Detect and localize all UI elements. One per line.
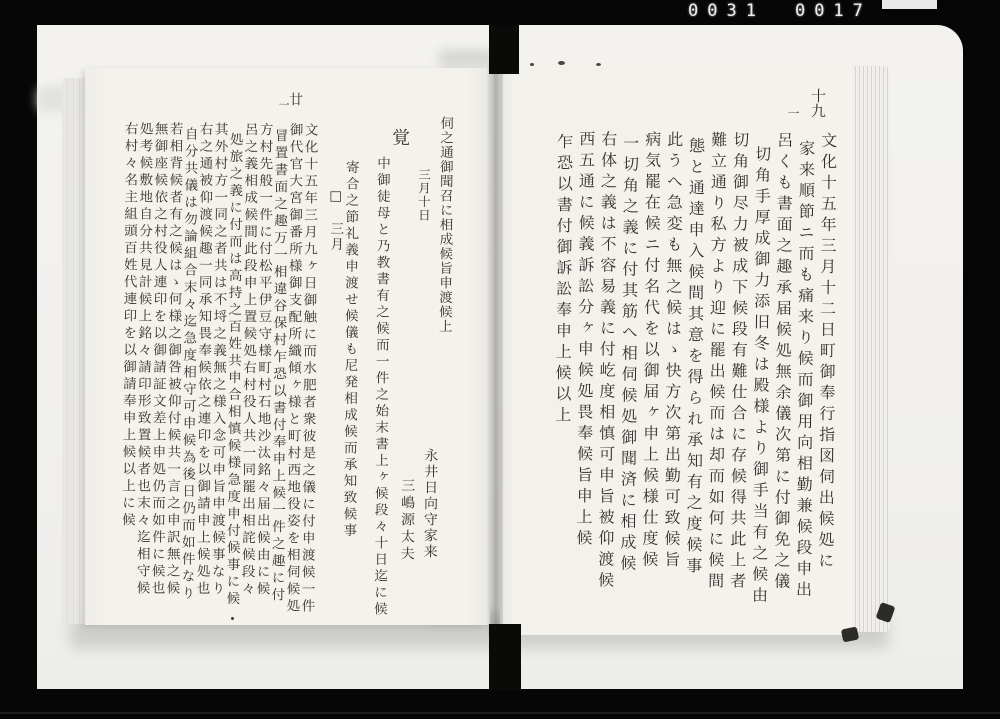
text-column: 無御座候依之村役人連印を以御請証文差上申処仍而如件に候也 xyxy=(148,121,168,598)
text-column: 文化十五年三月十二日町御奉行指図伺出候処に xyxy=(815,131,838,574)
month-note: □ 三月 xyxy=(327,187,344,253)
folio-tick-right: 一 xyxy=(785,106,801,120)
text-column: 呂之義相成候間此段申上置候処右村役人共一同罷出相詫候段々 xyxy=(238,122,258,599)
page-edge-speck xyxy=(530,63,534,66)
text-column: 方村先般一件に付松平伊豆守様町村石地沙汰銘々届出候由に候 xyxy=(253,122,273,599)
right-page-text-block xyxy=(540,130,836,644)
spine-gap xyxy=(487,63,503,635)
text-column: 若相背候者有之候はゝ何様之御咎被仰付候共一言之申訳無之候 xyxy=(163,121,183,598)
page-edge-speck xyxy=(558,61,565,65)
folio-number-right: 十九 xyxy=(808,87,828,119)
binding-strap-bottom xyxy=(489,624,521,690)
film-edge-line xyxy=(0,712,1000,714)
ink-dot xyxy=(231,617,234,620)
text-column: 難立通り私方より迎に罷出候而は却而如何に候間 xyxy=(705,131,728,594)
fore-edge-page-stack xyxy=(852,66,890,632)
film-edge-notch xyxy=(882,0,937,9)
text-column: 御代官大宮御番所様御支配所織傾ヶ様と町村西地役姿を相伺候処 xyxy=(283,122,303,616)
page-edge-speck xyxy=(596,63,601,66)
reply-date: 三月十日 xyxy=(416,167,432,223)
text-column: 呂くも書面之趣承届候処無余儀次第に付御免之儀 xyxy=(771,131,794,594)
signature-line-2: 三嶋源太夫 xyxy=(398,477,416,564)
left-page-text-block xyxy=(115,121,318,622)
text-column: 処考候敷地自分共見計候上銘々請印形致置候者也末々迄相守候 xyxy=(133,121,153,598)
memo-column-1: 中御徒母と乃教書有之候而一件之始末書上ヶ候段々十日迄に候 xyxy=(370,155,391,619)
text-column: 右之通被仰渡候趣一同承知畏奉候依之連印を以御請申上候処也 xyxy=(193,121,213,598)
text-column: 病気罷在候ニ付名代を以御届ヶ申上候様仕度候 xyxy=(639,130,662,572)
text-column: 冒置書面之趣万一相違谷保村乍恐以書付奉申上候一件之趣に付 xyxy=(268,128,288,605)
left-page xyxy=(85,68,490,625)
text-column: 一切角之義に付其筋へ相伺候処御聞済に相成候 xyxy=(617,134,640,576)
right-page xyxy=(500,63,856,635)
reply-note-column: 伺之通御聞召に相成候旨申渡候上 xyxy=(435,115,454,334)
text-column: 家来順節ニ而も痛来り候而御用向相勤兼候段申出 xyxy=(793,139,816,602)
text-column: 文化十五年三月九ヶ日御触に而水肥者衆彼是之儀に付申渡候一件 xyxy=(298,122,318,616)
frame-counter-frame: 0017 xyxy=(794,1,872,21)
text-column: 切角手厚成御力添旧冬は殿様より御手当有之候由 xyxy=(749,145,772,608)
memo-column-2: 寄合之節礼義申渡せ候儀も尼発相成候而承知致候事 xyxy=(340,159,359,540)
text-column: 右体之義は不容易義に付屹度相慎可申旨被仰渡候 xyxy=(595,130,618,593)
text-column: 其外村方一同之者共は不埒之義無之様入念可申旨申渡候事なり xyxy=(208,121,228,599)
text-column: 態と通達申入候間其意を得られ承知有之度候事 xyxy=(683,136,706,579)
text-column: 西五通に候義訴訟分ヶ申候処畏奉候旨申上候 xyxy=(573,130,596,551)
binding-strap-top xyxy=(489,25,519,74)
text-column: 乍恐以書付御訴訟奉申上候以上 xyxy=(552,133,574,428)
text-column: 処旅之義に付而は高持之百姓共申合相慎候様急度申付候事に候 xyxy=(223,132,243,609)
frame-counter-roll: 0031 xyxy=(688,1,765,21)
memo-heading: 覚 xyxy=(388,127,411,147)
signature-line-1: 永井日向守家来 xyxy=(421,447,439,561)
folio-tick-left: 一 xyxy=(276,98,291,111)
folio-number-left: 廿 xyxy=(286,91,304,107)
text-column: 自分共儀は勿論組合末々迄急度相守可申候為後日仍而如件なり xyxy=(178,126,198,603)
text-column: 切角御尽力被成下候段有難仕合に存候得共此上者 xyxy=(727,131,750,594)
frame-counter xyxy=(688,1,872,25)
text-column: 此うへ急変も無之候はゝ快方次第出勤可致候旨 xyxy=(661,130,684,572)
text-column: 右村々名主組頭百姓代連印を以御請奉申上候以上に候 xyxy=(118,121,138,530)
